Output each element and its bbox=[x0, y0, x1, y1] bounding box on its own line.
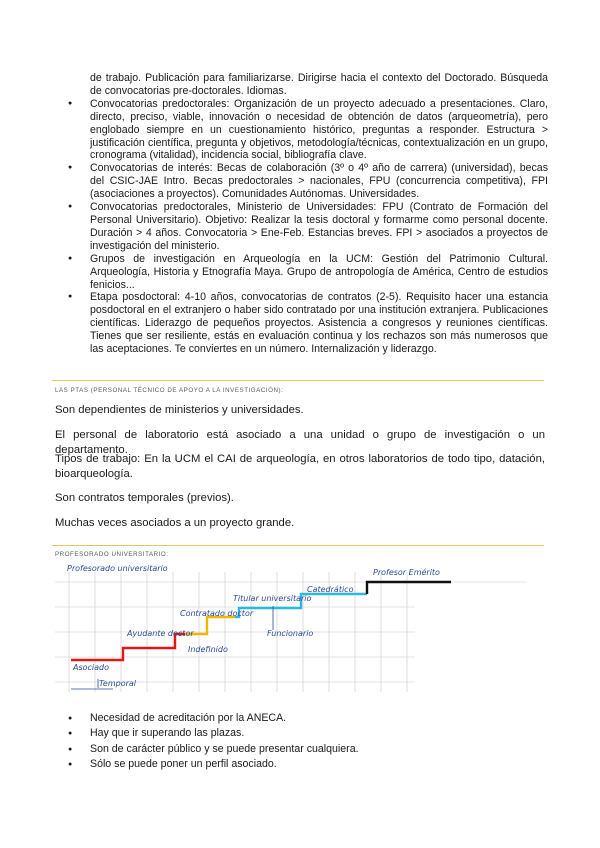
label-contratado-doctor: Contratado doctor bbox=[180, 609, 254, 618]
list-item: ● Convocatorias predoctorales, Ministerio de Universidades: FPU (Contrato de Formación del Personal Universitario). Objetivo: Realizar la tesis doctoral y formarme como personal docente. Duración > 4 años. Convocatoria > Ene-Feb. Estancias breves. FPI > asociados a proyectos de investigación del ministerio. bbox=[58, 201, 548, 253]
list-item: ● Etapa posdoctoral: 4-10 años, convocatorias de contratos (2-5). Requisito hacer una estancia posdoctoral en el extranjero o haber sido contratado por una institución extranjera. Publicaciones científicas. Liderazgo de pequeños proyectos. Asistencia a congresos y reuniones científicas. Tienes que ser resiliente, estás en evaluación continua y los rechazos son más numerosos que las aceptaciones. Te conviertes en un número. Internalización y liderazgo. bbox=[58, 291, 548, 356]
list-item: ● Hay que ir superando las plazas. bbox=[58, 726, 548, 741]
label-asociado: Asociado bbox=[73, 663, 110, 672]
label-titular: Titular universitario bbox=[233, 594, 312, 603]
profesorado-bullet-list bbox=[58, 711, 548, 772]
label-funcionario: Funcionario bbox=[267, 629, 314, 638]
list-item: ● Son de carácter público y se puede presentar cualquiera. bbox=[58, 742, 548, 757]
list-item: ● Convocatorias predoctorales: Organización de un proyecto adecuado a presentaciones. Claro, directo, preciso, viable, innovación o necesidad de obtención de datos (arqueometría), pero englobado siempre en un cuestionamiento histórico, preguntas a responder. Estructura > justificación científica, pregunta y objetivos, metodología/técnicas, contextualización en un grupo, cronograma (vitalidad), incidencia social, bibliografía clave. bbox=[58, 98, 548, 163]
list-item: ● Necesidad de acreditación por la ANECA. bbox=[58, 711, 548, 726]
step-black-line bbox=[367, 582, 451, 594]
label-indefinido: Indefinido bbox=[188, 645, 228, 654]
paragraph: Muchas veces asociados a un proyecto grande. bbox=[55, 517, 295, 529]
paragraph: Tipos de trabajo: En la UCM el CAI de arqueología, en otros laboratorios de todo tipo, datación, bioarqueología. bbox=[55, 453, 545, 480]
list-item: ● Grupos de investigación en Arqueología en la UCM: Gestión del Patrimonio Cultural. Arqueología, Historia y Etnografía Maya. Grupo de antropología de América, Centro de estudios fenicios... bbox=[58, 253, 548, 292]
list-item: ● Sólo se puede poner un perfil asociado. bbox=[58, 757, 548, 772]
label-catedratico: Catedrático bbox=[307, 585, 354, 594]
label-emerito: Profesor Emérito bbox=[373, 568, 440, 577]
label-ayudante-doctor: Ayudante doctor bbox=[127, 629, 194, 638]
list-continuation: de trabajo. Publicación para familiarizarse. Dirigirse hacia el contexto del Doctorado. Búsqueda de convocatorias pre-doctorales. Idiomas. bbox=[90, 72, 548, 97]
paragraph: Son dependientes de ministerios y universidades. bbox=[55, 404, 304, 416]
section-divider bbox=[52, 380, 544, 381]
paragraph: El personal de laboratorio está asociado a una unidad o grupo de investigación o un departamento. bbox=[55, 429, 545, 456]
section-heading-profesorado: PROFESORADO UNIVERSITARIO: bbox=[55, 551, 169, 558]
section-divider bbox=[52, 545, 544, 546]
list-item: ● Convocatorias de interés: Becas de colaboración (3º o 4º año de carrera) (universidad), becas del CSIC-JAE Intro. Becas predoctorales > nacionales, FPU (concurrencia competitiva), FPI (asociaciones a proyectos). Comunidades Autónomas. Universidades. bbox=[58, 162, 548, 201]
top-bullet-list bbox=[58, 72, 548, 356]
label-temporal: Temporal bbox=[99, 679, 136, 688]
sketch-title: Profesorado universitario bbox=[67, 564, 168, 573]
section-heading-ptas: LAS PTAS (PERSONAL TÉCNICO DE APOYO A LA INVESTIGACIÓN): bbox=[55, 387, 284, 394]
career-ladder-sketch bbox=[55, 564, 527, 694]
paragraph: Son contratos temporales (previos). bbox=[55, 492, 234, 504]
